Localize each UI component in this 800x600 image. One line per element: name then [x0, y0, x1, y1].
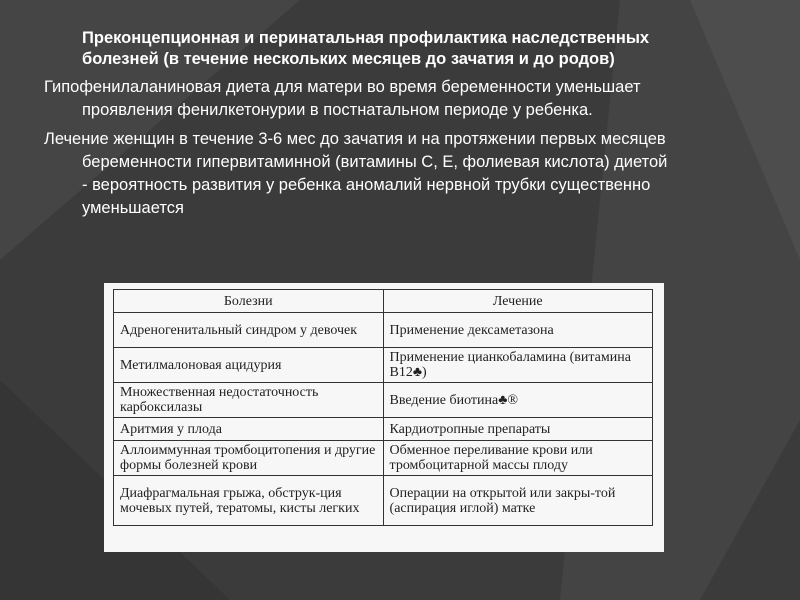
treatment-cell: Введение биотина♣®	[383, 383, 652, 418]
table-row	[114, 441, 653, 476]
disease-cell: Метилмалоновая ацидурия	[114, 348, 384, 383]
table-image	[104, 283, 664, 552]
table-row	[114, 348, 653, 383]
table-row	[114, 313, 653, 348]
disease-cell: Аллоиммунная тромбоцитопения и другие формы болезней крови	[114, 441, 384, 476]
treatment-cell: Применение дексаметазона	[383, 313, 652, 348]
treatment-cell: Кардиотропные препараты	[383, 418, 652, 441]
header-diseases: Болезни	[114, 290, 384, 313]
table-row	[114, 383, 653, 418]
table-header-row	[114, 290, 653, 313]
treatment-cell: Применение цианкобаламина (витамина В12♣)	[383, 348, 652, 383]
disease-cell: Множественная недостаточность карбоксилазы	[114, 383, 384, 418]
disease-treatment-table	[113, 289, 653, 526]
disease-cell: Диафрагмальная грыжа, обструк-ция мочевых путей, тератомы, кисты легких	[114, 476, 384, 526]
paragraph-diet: Гипофенилаланиновая диета для матери во время беременности уменьшает проявления фенилкетонурии в постнатальном периоде у ребенка.	[44, 78, 641, 119]
slide-heading: Преконцепционная и перинатальная профилактика наследственных болезней (в течение нескольких месяцев до зачатия и до родов)	[82, 29, 650, 68]
disease-cell: Адреногенитальный синдром у девочек	[114, 313, 384, 348]
header-treatment: Лечение	[383, 290, 652, 313]
paragraph-treatment: Лечение женщин в течение 3-6 мес до зачатия и на протяжении первых месяцев беременности гипервитаминной (витамины С, Е, фолиевая кислота) диетой - вероятность развития у ребенка аномалий нервной трубки существенно уменьшается	[44, 130, 668, 217]
treatment-cell: Операции на открытой или закры-той (аспирация иглой) матке	[383, 476, 652, 526]
disease-cell: Аритмия у плода	[114, 418, 384, 441]
table-row	[114, 476, 653, 526]
slide-text	[36, 28, 676, 226]
treatment-cell: Обменное переливание крови или тромбоцитарной массы плоду	[383, 441, 652, 476]
table-row	[114, 418, 653, 441]
